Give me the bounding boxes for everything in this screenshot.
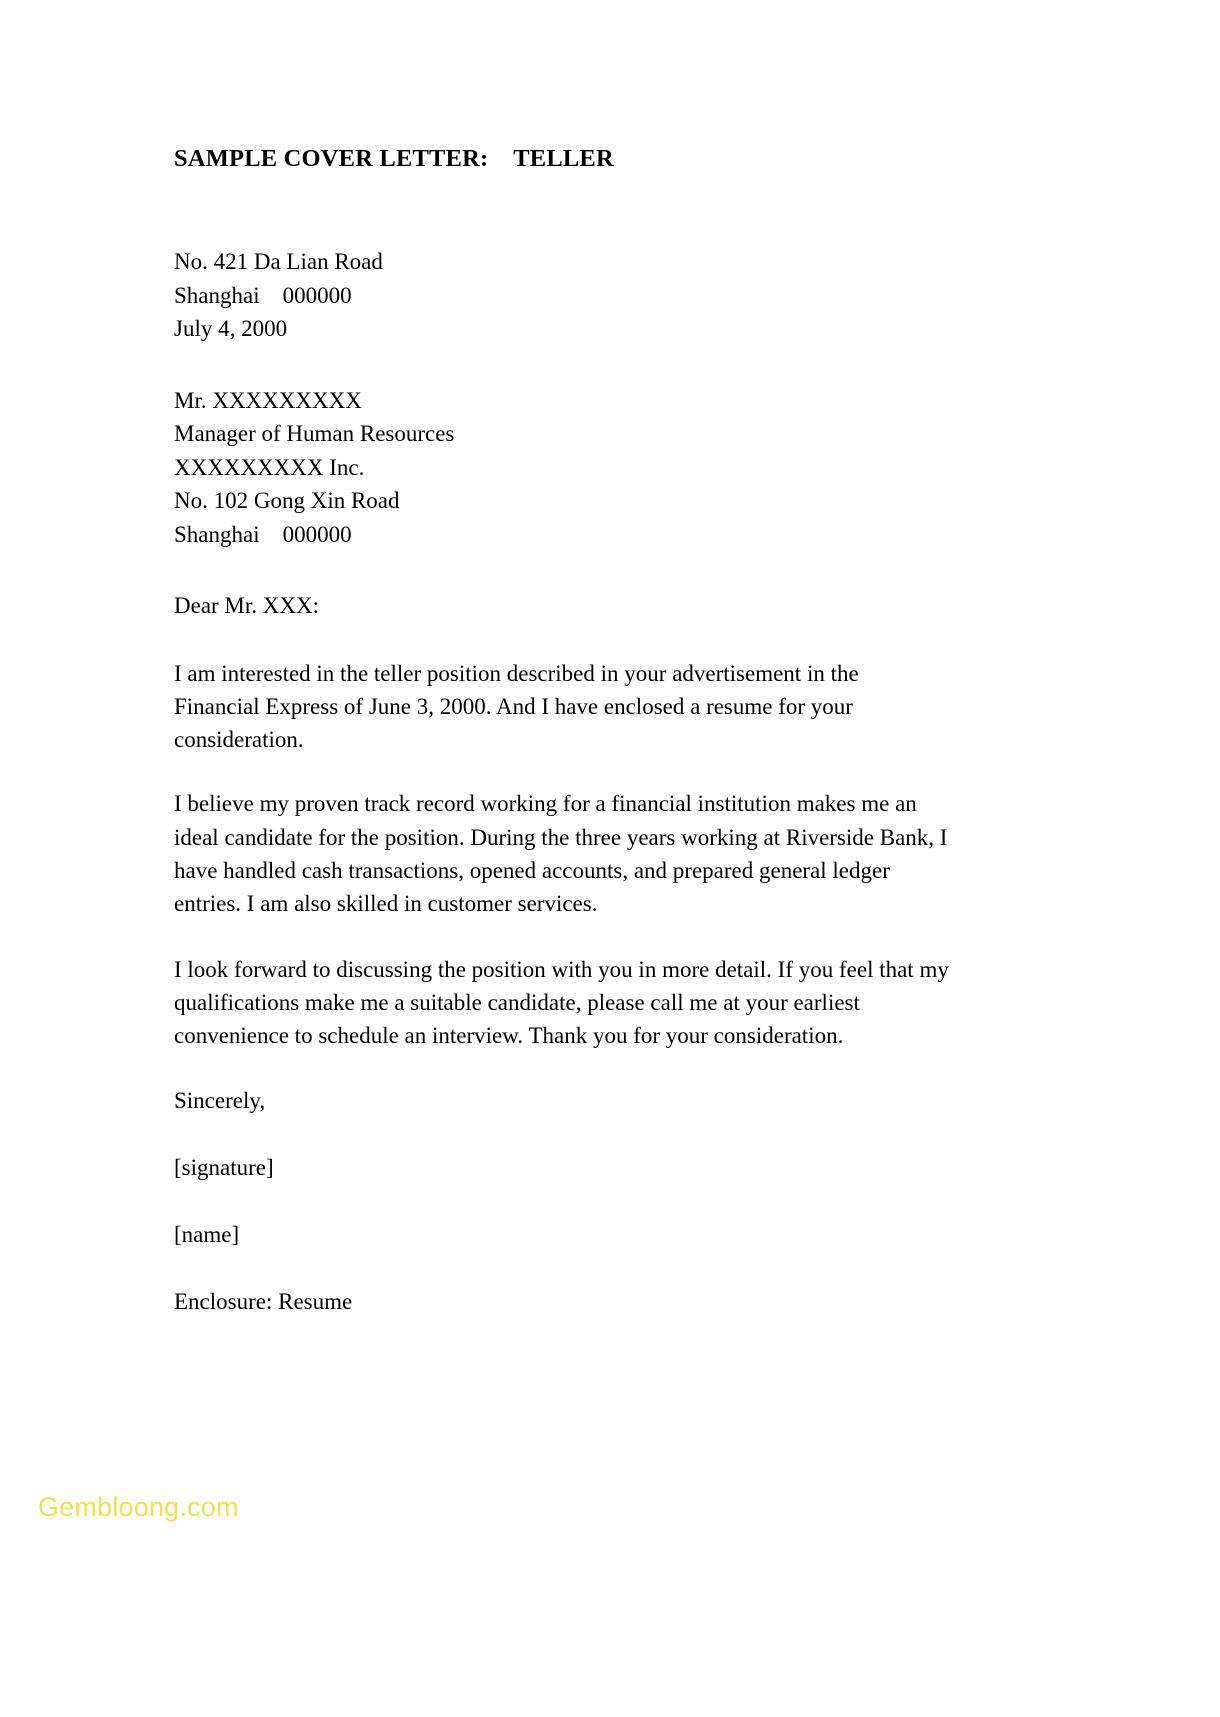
- page-title: SAMPLE COVER LETTER: TELLER: [174, 145, 614, 172]
- recipient-company: XXXXXXXXX Inc.: [174, 454, 365, 480]
- salutation: Dear Mr. XXX:: [174, 593, 319, 618]
- recipient-street: No. 102 Gong Xin Road: [174, 488, 400, 513]
- sender-address-line-1: No. 421 Da Lian Road: [174, 249, 383, 274]
- signature-placeholder: [signature]: [174, 1154, 274, 1180]
- recipient-name: Mr. XXXXXXXXX: [174, 387, 362, 413]
- sender-address-line-2: Shanghai 000000: [174, 282, 352, 308]
- sender-address-block: [174, 245, 949, 346]
- recipient-city-postcode: Shanghai 000000: [174, 521, 352, 547]
- sign-off: Sincerely,: [174, 1088, 266, 1114]
- letter-date: July 4, 2000: [174, 316, 288, 341]
- body-paragraph-2: I believe my proven track record working for a financial institution makes me an ideal candidate for the position. During the three years working at Riverside Bank, I have handled cash transactions, opened accounts, and prepared general ledger entries. I am also skilled in customer services.: [174, 791, 948, 917]
- recipient-address-block: [174, 384, 949, 552]
- recipient-title: Manager of Human Resources: [174, 421, 455, 446]
- name-placeholder: [name]: [174, 1222, 240, 1248]
- enclosure-line: Enclosure: Resume: [174, 1288, 353, 1314]
- body-paragraph-1: I am interested in the teller position described in your advertisement in the Financial Express of June 3, 2000. And I have enclosed a resume for your consideration.: [174, 660, 859, 753]
- watermark: Gembloong.com: [38, 1492, 239, 1522]
- cover-letter-body: [174, 0, 949, 1318]
- body-paragraph-3: I look forward to discussing the position with you in more detail. If you feel that my qualifications make me a suitable candidate, please call me at your earliest convenience to schedule an interview. Thank you for your consideration.: [174, 956, 949, 1049]
